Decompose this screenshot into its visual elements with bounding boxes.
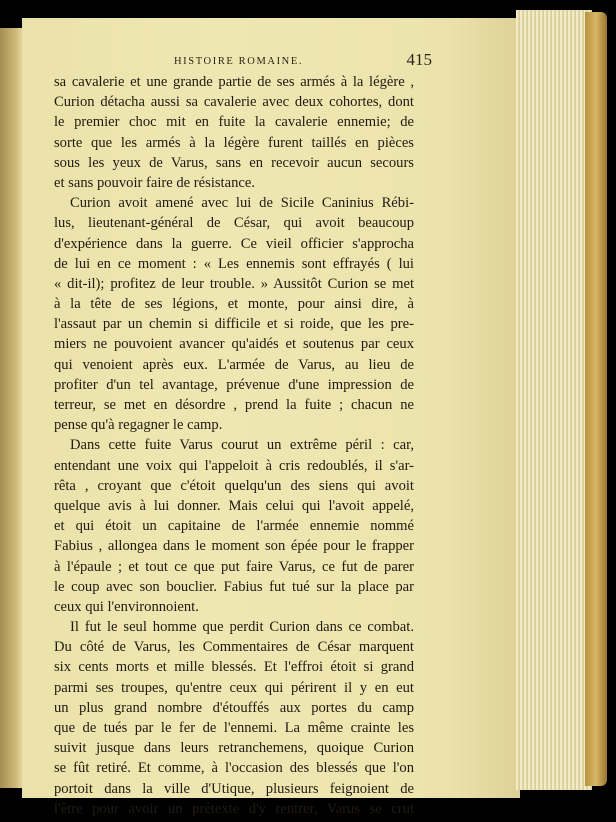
text-line: l'être pour avoir un prétexte d'y rentrer, Varus se crut (54, 800, 414, 817)
text-line: ceux qui l'environnoient. (54, 598, 199, 615)
text-line: l'assaut par un chemin si difficile et si roide, que les pre- (54, 316, 414, 333)
text-line: un plus grand nombre d'étouffés aux portes du camp (54, 699, 414, 716)
text-line: six cents morts et mille blessés. Et l'effroi étoit si grand (54, 659, 414, 676)
text-line: et sans pouvoir faire de résistance. (54, 174, 255, 191)
text-line: rêta , croyant que c'étoit quelqu'un des siens qui avoit (54, 477, 414, 494)
text-line: lus, lieutenant-général de César, qui avoit beaucoup (54, 215, 414, 232)
text-line: à la tête de ses légions, et monte, pour ainsi dire, à (54, 296, 414, 313)
text-line: « dit-il); profitez de leur trouble. » Aussitôt Curion se met (54, 275, 414, 292)
text-line: Il fut le seul homme que perdit Curion dans ce combat. (70, 619, 414, 636)
text-line: sous les yeux de Varus, sans en recevoir aucun secours (54, 154, 414, 171)
text-line: profiter d'un tel avantage, prévenue d'une impression de (54, 376, 414, 393)
text-line: parmi ses troupes, qu'entre ceux qui périrent il y en eut (54, 679, 414, 696)
text-line: le premier choc mit en fuite la cavalerie ennemie; de (54, 114, 414, 131)
text-line: portoit dans la ville d'Utique, plusieurs feignoient de (54, 780, 414, 797)
text-line: Du côté de Varus, les Commentaires de César marquent (54, 639, 414, 656)
page-header (54, 52, 434, 74)
text-line: se fût retiré. Et comme, à l'occasion des blessés que l'on (54, 760, 414, 777)
text-line: Fabius , allongea dans le moment son épée pour le frapper (54, 538, 414, 555)
text-line: terreur, se met en désordre , prend la fuite ; chacun ne (54, 397, 414, 413)
text-line: suivit jusque dans leurs retranchemens, quoique Curion (54, 740, 414, 757)
text-line: à l'épaule ; et tout ce que put faire Varus, ce fut de parer (54, 558, 414, 575)
text-line: et qui étoit un capitaine de l'armée ennemie nommé (54, 518, 414, 535)
text-line: de lui en ce moment : « Les ennemis sont effrayés ( lui (54, 255, 414, 272)
text-line: le coup avec son bouclier. Fabius fut tué sur la place par (54, 578, 414, 595)
text-line: Dans cette fuite Varus courut un extrême péril : car, (70, 437, 414, 454)
text-line: d'expérience dans la guerre. Ce vieil officier s'approcha (54, 235, 414, 252)
text-line: que de tués par le fer de l'ennemi. La même crainte les (54, 720, 414, 736)
page-block-edges (516, 10, 592, 790)
text-line: Curion détacha aussi sa cavalerie avec deux cohortes, dont (54, 94, 414, 111)
text-line: pense qu'à regagner le camp. (54, 417, 223, 434)
text-line: sa cavalerie et une grande partie de ses armés à la légère , (54, 74, 414, 90)
text-line: Curion avoit amené avec lui de Sicile Caninius Rébi- (70, 195, 414, 212)
left-page-edge (0, 28, 22, 788)
book-cover-edge (585, 12, 607, 786)
running-title: HISTOIRE ROMAINE. (174, 56, 304, 67)
text-line: miers ne pouvoient avancer qu'aidés et soutenus par ceux (54, 336, 414, 353)
page-number: 415 (406, 50, 432, 69)
text-line: entendant une voix qui l'appeloit à cris redoublés, il s'ar- (54, 457, 414, 474)
text-line: qui venoient après eux. L'armée de Varus, au lieu de (54, 356, 414, 373)
text-line: quelque avis à lui donner. Mais celui qui l'avoit appelé, (54, 497, 414, 514)
body-text (54, 72, 414, 819)
text-line: sorte que les armés à la légère furent taillés en pièces (54, 134, 414, 151)
